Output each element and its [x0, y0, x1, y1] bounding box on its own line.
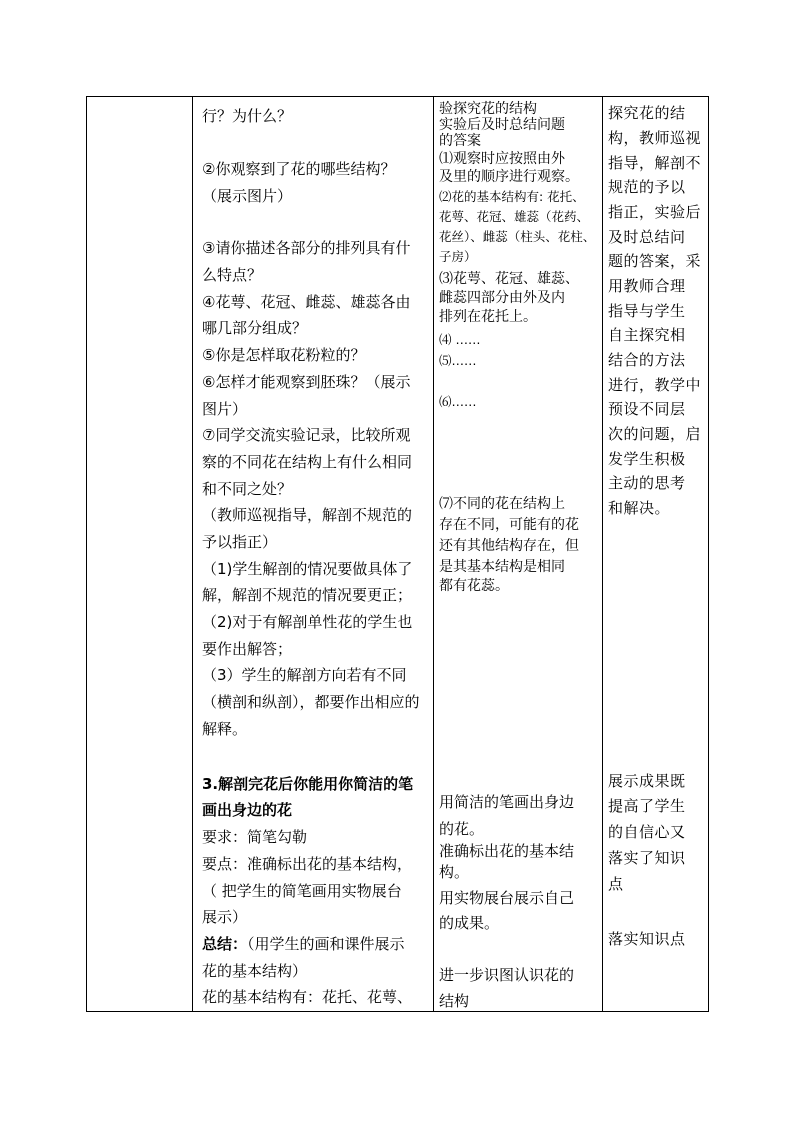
guide-point-3: 解释。: [202, 720, 248, 738]
section-3-heading: 画出身边的花: [202, 801, 293, 819]
design-intent-text: 预设不同层: [608, 400, 686, 418]
answer-2: 花萼、花冠、雄蕊（花药、: [439, 209, 590, 224]
design-intent-text: 探究花的结: [608, 104, 686, 122]
design-intent-text: 发学生积极: [608, 450, 686, 468]
basic-structure-text: 花的基本结构有：花托、花萼、: [202, 988, 413, 1006]
answer-5: ⑸……: [439, 353, 477, 368]
question-1-continued: 行？为什么？: [202, 107, 293, 125]
answer-3: 雌蕊四部分由外及内: [439, 290, 565, 306]
showcase-note: 展示）: [202, 908, 248, 926]
design-intent-text: 结合的方法: [608, 351, 686, 369]
guide-point-3: （横剖和纵剖），都要作出相应的: [202, 693, 420, 711]
drawing-task: 构。: [439, 863, 470, 881]
teacher-guide: 予以指正）: [202, 533, 278, 551]
question-6: 图片）: [202, 400, 248, 418]
answer-1: ⑴观察时应按照由外: [439, 151, 565, 167]
question-2-note: （展示图片）: [202, 187, 293, 205]
answer-7: ⑺不同的花在结构上: [439, 496, 565, 512]
question-4: 哪几部分组成？: [202, 319, 308, 337]
design-intent-text: 次的问题，启: [608, 425, 702, 443]
answer-4: ⑷ ……: [439, 332, 481, 347]
showcase-note: （ 把学生的简笔画用实物展台: [202, 882, 402, 900]
question-5: ⑤你是怎样取花粉粒的？: [202, 346, 366, 364]
design-intent-text: 指导，解剖不: [608, 154, 702, 172]
lesson-table: [86, 96, 709, 1012]
student-task: 的答案: [439, 133, 481, 149]
column-student-activity: [435, 97, 602, 1010]
design-intent-text: 和解决。: [608, 499, 671, 517]
design-intent-text: 题的答案，采: [608, 252, 702, 270]
design-intent-text: 构，教师巡视: [608, 129, 702, 147]
design-intent-text: 提高了学生: [608, 797, 686, 815]
answer-6: ⑹……: [439, 394, 477, 409]
design-intent-text: 指导与学生: [608, 302, 686, 320]
design-intent-text: 用教师合理: [608, 277, 686, 295]
question-7: 和不同之处？: [202, 480, 293, 498]
guide-point-3: （3）学生的解剖方向若有不同: [202, 666, 407, 684]
drawing-task: 进一步识图认识花的: [439, 966, 575, 984]
question-2: ②你观察到了花的哪些结构？: [202, 160, 396, 178]
answer-7: 是其基本结构是相同: [439, 559, 565, 575]
answer-2: 子房）: [439, 249, 477, 264]
drawing-task: 的花。: [439, 820, 485, 838]
design-intent-text: 规范的予以: [608, 178, 686, 196]
drawing-task: 用简洁的笔画出身边: [439, 793, 575, 811]
guide-point-1: 解，解剖不规范的情况要更正；: [202, 586, 413, 604]
design-intent-text: 主动的思考: [608, 474, 686, 492]
design-intent-text: 及时总结问: [608, 228, 686, 246]
design-intent-text: 展示成果既: [608, 772, 686, 790]
design-intent-text: 落实知识点: [608, 930, 686, 948]
guide-point-1: （1)学生解剖的情况要做具体了: [202, 560, 413, 578]
question-7: 察的不同花在结构上有什么相同: [202, 453, 413, 471]
student-task: 实验后及时总结问题: [439, 117, 565, 133]
answer-3: ⑶花萼、花冠、雄蕊、: [439, 271, 579, 287]
design-intent-text: 落实了知识: [608, 849, 686, 867]
guide-point-2: 要作出解答；: [202, 640, 293, 658]
summary: [202, 933, 405, 954]
column-divider: [433, 97, 434, 1011]
column-teacher-activity: [193, 97, 433, 1006]
column-divider: [602, 97, 603, 1011]
drawing-task: 用实物展台展示自己: [439, 889, 575, 907]
drawing-task: 准确标出花的基本结: [439, 842, 575, 860]
summary-text: （用学生的画和课件展示: [247, 935, 405, 953]
guide-point-2: （2)对于有解剖单性花的学生也: [202, 613, 413, 631]
answer-3: 排列在花托上。: [439, 309, 537, 325]
question-6: ⑥怎样才能观察到胚珠？（展示: [202, 373, 411, 391]
design-intent-text: 自主探究相: [608, 326, 686, 344]
summary-label: 总结：: [202, 935, 248, 953]
design-intent-text: 指正，实验后: [608, 203, 702, 221]
student-task: 验探究花的结构: [439, 101, 537, 117]
key-point: 要点：准确标出花的基本结构，: [202, 855, 413, 873]
section-3-heading: 3.解剖完花后你能用你简洁的笔: [202, 775, 414, 793]
answer-7: 都有花蕊。: [439, 578, 509, 594]
column-design-intent: [604, 97, 708, 1001]
design-intent-text: 点: [608, 875, 624, 893]
answer-1: 及里的顺序进行观察。: [439, 169, 579, 185]
question-3: ③请你描述各部分的排列具有什: [202, 239, 411, 257]
question-3: 么特点？: [202, 266, 263, 284]
design-intent-text: 进行，教学中: [608, 376, 702, 394]
question-4: ④花萼、花冠、雌蕊、雄蕊各由: [202, 293, 411, 311]
summary: 花的基本结构）: [202, 962, 308, 980]
answer-7: 还有其他结构存在，但: [439, 538, 579, 554]
question-7: ⑦同学交流实验记录，比较所观: [202, 426, 411, 444]
answer-7: 存在不同，可能有的花: [439, 517, 579, 533]
teacher-guide: （教师巡视指导，解剖不规范的: [202, 506, 413, 524]
requirement: 要求：简笔勾勒: [202, 828, 308, 846]
drawing-task: 结构: [439, 992, 470, 1010]
answer-2: ⑵花的基本结构有: 花托、: [439, 189, 585, 204]
answer-2: 花丝）、雌蕊（柱头、花柱、: [439, 229, 596, 244]
design-intent-text: 的自信心又: [608, 823, 686, 841]
drawing-task: 的成果。: [439, 914, 500, 932]
